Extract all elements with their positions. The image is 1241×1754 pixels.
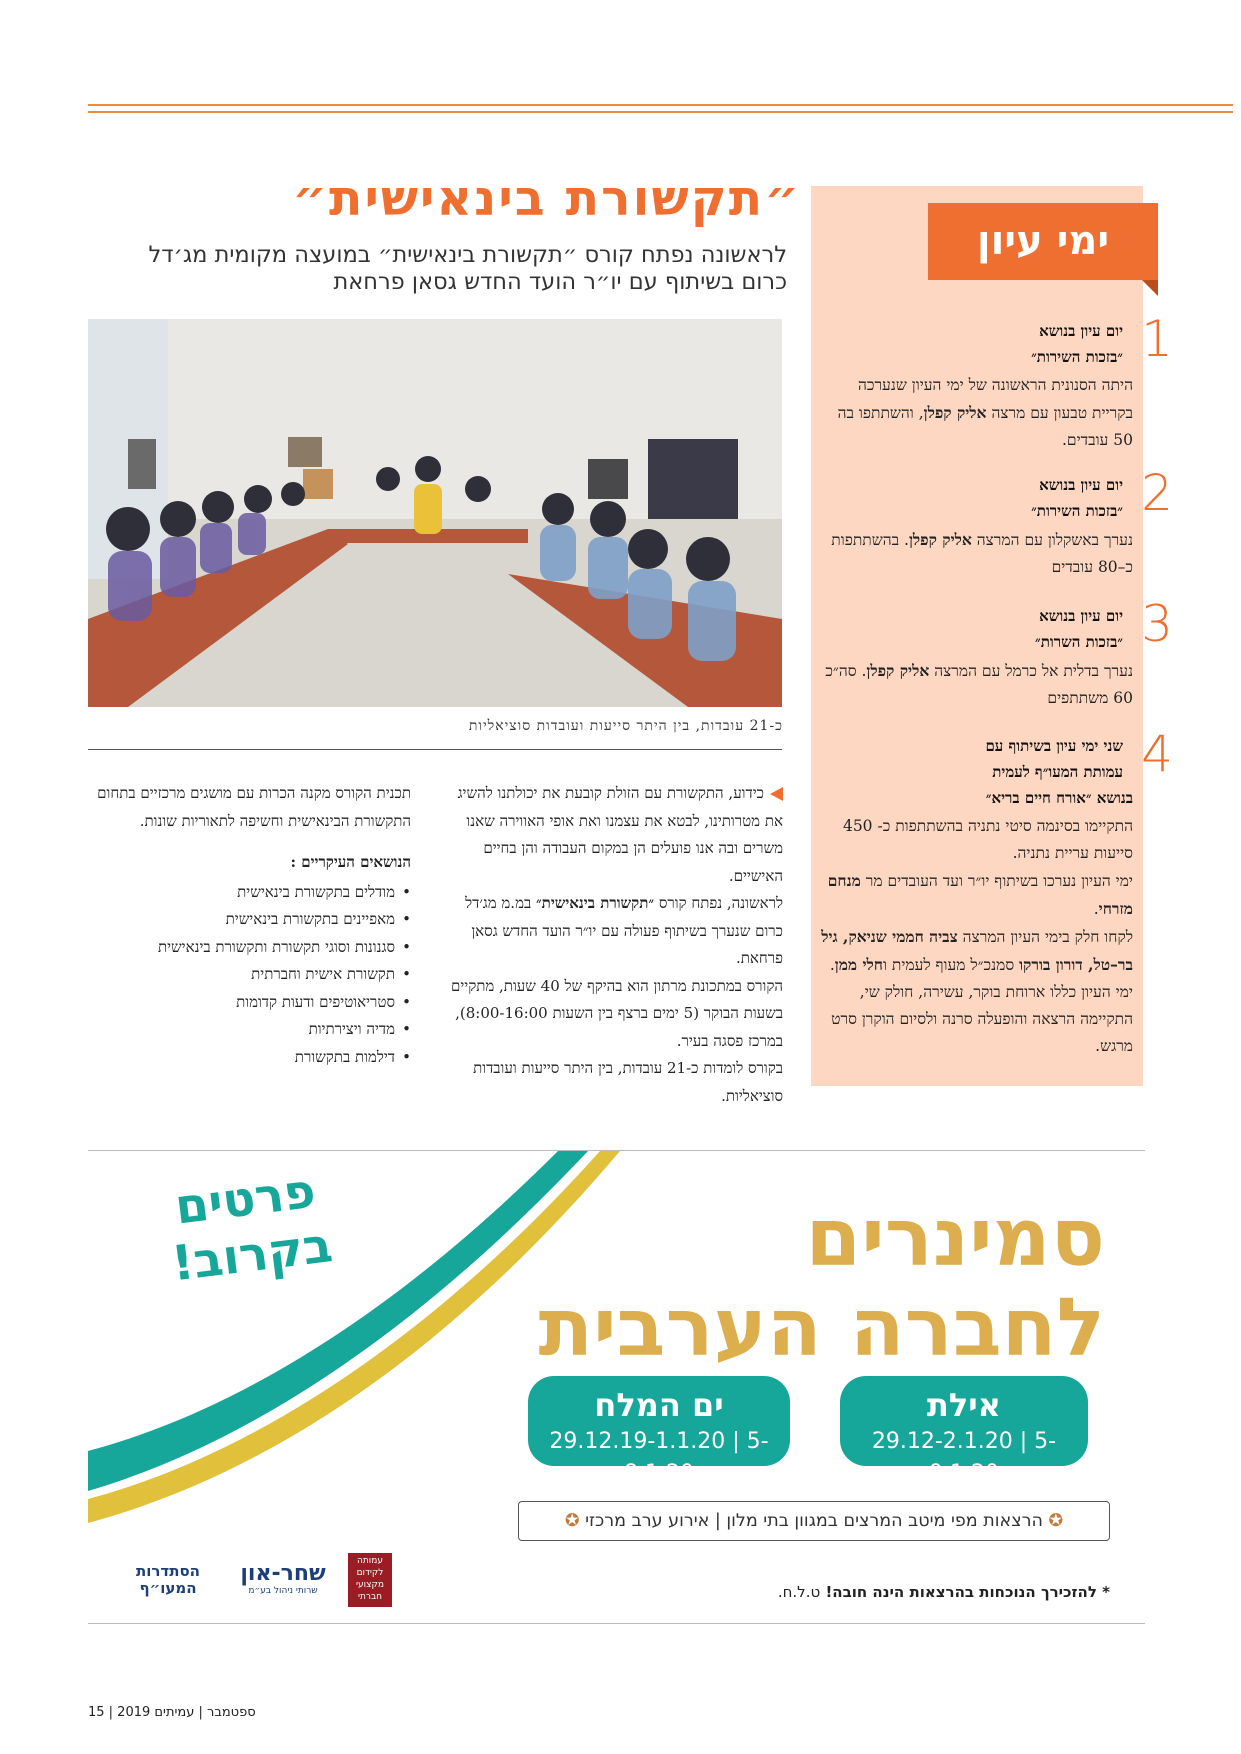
item-body: התקיימו בסינמה סיטי נתניה בהשתתפות כ- 450 סייעות עריית נתניה. ימי העיון נערכו בשיתוף יו״ר ועד העובדים מר מנחם מזרחי. לקחו חלק בימי העיון המרצה צביה חממי שניאק, גיל בר–טל, דורון בורקו סמנכ״ל מעוף לעמית וחלי ממן. ימי העיון כללו ארוחת בוקר, עשירה, חולק שי, התקיימה הרצאה והופעלה סרנה ולסיום הוקרן סרט מרגש. xyxy=(821,817,1133,1055)
item-body: נערך בדלית אל כרמל עם המרצה אליק קפלן. סה״כ 60 משתתפים xyxy=(825,661,1133,707)
list-item: • תקשורת אישית וחברתית xyxy=(91,961,411,989)
venue-dates: 29.12.19-1.1.20 | 5-8.1.20 xyxy=(549,1429,769,1486)
article-column-2 xyxy=(91,780,411,1071)
list-item: • סטריאוטיפים ודעות קדומות xyxy=(91,989,411,1017)
item-title-line: בנושא ״אורח חיים בריא״ xyxy=(985,789,1133,807)
logo-text: הסתדרות המעו״ף xyxy=(136,1562,200,1597)
logo-professional-promotion xyxy=(348,1553,392,1607)
logo-text: עמותה לקידום מקצועי חברתי xyxy=(356,1556,384,1602)
venue-eilat xyxy=(840,1376,1088,1486)
star-icon: ✪ xyxy=(1048,1511,1064,1531)
item-title xyxy=(813,733,1133,811)
item-number: 4 xyxy=(1141,725,1173,783)
list-item: • דילמות בתקשורת xyxy=(91,1044,411,1072)
article-body: כידוע, התקשורת עם הזולת קובעת את יכולתנו להשיג את מטרותינו, לבטא את עצמנו ואת אופי האווירה שאנו משרים ובה אנו פועלים הן במקום העבודה והן בחיים האישיים. לראשונה, נפתח קורס ״תקשורת בינאישית״ במ.מ מג׳דל כרום שנערך בשיתוף פעולה עם יו״ר הועד החדש גסאן פרחאת. הקורס במתכונת מרתון הוא בהיקף של 40 שעות, מתקיים בשעות הבוקר (5 ימים ברצף בין השעות 8:00-16:00), במרכז פסגה בעיר. בקורס לומדות כ-21 עובדות, בין היתר סייעות ועובדות סוציאליות. xyxy=(450,784,783,1105)
group-photo xyxy=(88,319,782,707)
item-title-line: יום עיון בנושא xyxy=(1039,476,1123,494)
top-rule xyxy=(88,104,1233,106)
list-item: • מדיה ויצירתיות xyxy=(91,1016,411,1044)
ad-info-bar xyxy=(518,1501,1110,1541)
article-column-1 xyxy=(448,780,783,1110)
sidebar-item-2 xyxy=(813,464,1173,581)
sidebar-title-fold xyxy=(1142,280,1158,296)
sidebar-item-3 xyxy=(813,595,1173,712)
topics-list xyxy=(91,879,411,1072)
list-item: • מאפיינים בתקשורת בינאישית xyxy=(91,906,411,934)
item-title-line: ״בזכות השירות״ xyxy=(1031,348,1123,366)
details-soon-badge xyxy=(162,1162,336,1293)
item-number: 1 xyxy=(1141,310,1173,368)
sidebar-item-4 xyxy=(813,725,1173,1060)
star-icon: ✪ xyxy=(564,1511,580,1531)
item-number: 3 xyxy=(1141,595,1173,653)
topics-title: הנושאים העיקריים : xyxy=(290,853,411,871)
item-title xyxy=(813,318,1133,370)
item-title-line: יום עיון בנושא xyxy=(1039,607,1123,625)
logo-subtext: שרותי ניהול בע״מ xyxy=(248,1586,318,1596)
item-title-line: עמותת המעו״ף לעמית xyxy=(992,763,1123,781)
article-headline: ״תקשורת בינאישית״ xyxy=(292,170,801,227)
list-item: • מודלים בתקשורת בינאישית xyxy=(91,879,411,907)
classroom-photo-illustration xyxy=(88,319,782,707)
arrow-marker-icon xyxy=(770,787,783,801)
top-rule-2 xyxy=(88,111,1233,113)
item-title xyxy=(813,603,1133,655)
note-text: * להזכירך הנוכחות בהרצאות הינה חובה! xyxy=(825,1583,1110,1601)
page-footer: 15 | 2019 ספטמבר | עמיתים xyxy=(88,1705,256,1720)
logo-histadrut xyxy=(118,1563,218,1597)
item-title xyxy=(813,472,1133,524)
item-title-line: שני ימי עיון בשיתוף עם xyxy=(985,737,1123,755)
ad-title-line-2: לחברה הערבית xyxy=(538,1281,1105,1374)
venue-city: אילת xyxy=(927,1386,1001,1424)
item-title-line: ״בזכות השירות״ xyxy=(1031,502,1123,520)
attendance-note xyxy=(778,1583,1110,1601)
list-item: • סגנונות וסוגי תקשורת ותקשורת בינאישית xyxy=(91,934,411,962)
ad-title-line-1: סמינרים xyxy=(805,1191,1105,1284)
badge-line: פרטים xyxy=(171,1162,319,1236)
caption-divider xyxy=(88,749,782,750)
course-intro: תכנית הקורס מקנה הכרות עם מושגים מרכזיים בתחום התקשורת הבינאישית וחשיפה לתאוריות שונות. xyxy=(97,784,411,830)
ad-info-text: הרצאות מפי מיטב המרצים במגוון בתי מלון | אירוע ערב מרכזי xyxy=(585,1511,1043,1531)
photo-caption: כ-21 עובדות, בין היתר סייעות ועובדות סוציאליות xyxy=(468,718,783,734)
item-number: 2 xyxy=(1141,464,1173,522)
venue-dates: 29.12-2.1.20 | 5-9.1.20 xyxy=(871,1429,1057,1486)
item-title-line: ״בזכות השרות״ xyxy=(1035,633,1123,651)
sidebar-title: ימי עיון xyxy=(928,203,1158,280)
sidebar-item-1 xyxy=(813,310,1173,454)
item-title-line: יום עיון בנושא xyxy=(1039,322,1123,340)
venue-dead-sea xyxy=(528,1376,790,1486)
note-tlch: ט.ל.ח. xyxy=(777,1583,821,1601)
venue-city: ים המלח xyxy=(594,1386,724,1424)
badge-line: בקרוב! xyxy=(168,1217,336,1293)
logo-text: שחר-און xyxy=(240,1561,326,1586)
logo-shachar-on xyxy=(228,1561,338,1596)
item-body: נערך באשקלון עם המרצה אליק קפלן. בהשתתפות כ–80 עובדים xyxy=(831,530,1133,576)
article-subhead: לראשונה נפתח קורס ״תקשורת בינאישית״ במועצה מקומית מג׳דל כרום בשיתוף עם יו״ר הועד החדש גסאן פרחאת xyxy=(148,242,787,295)
seminars-advertisement xyxy=(88,1150,1145,1624)
item-body: היתה הסנונית הראשונה של ימי העיון שנערכה בקריית טבעון עם מרצה אליק קפלן, והשתתפו בה 50 עובדים. xyxy=(837,376,1133,449)
